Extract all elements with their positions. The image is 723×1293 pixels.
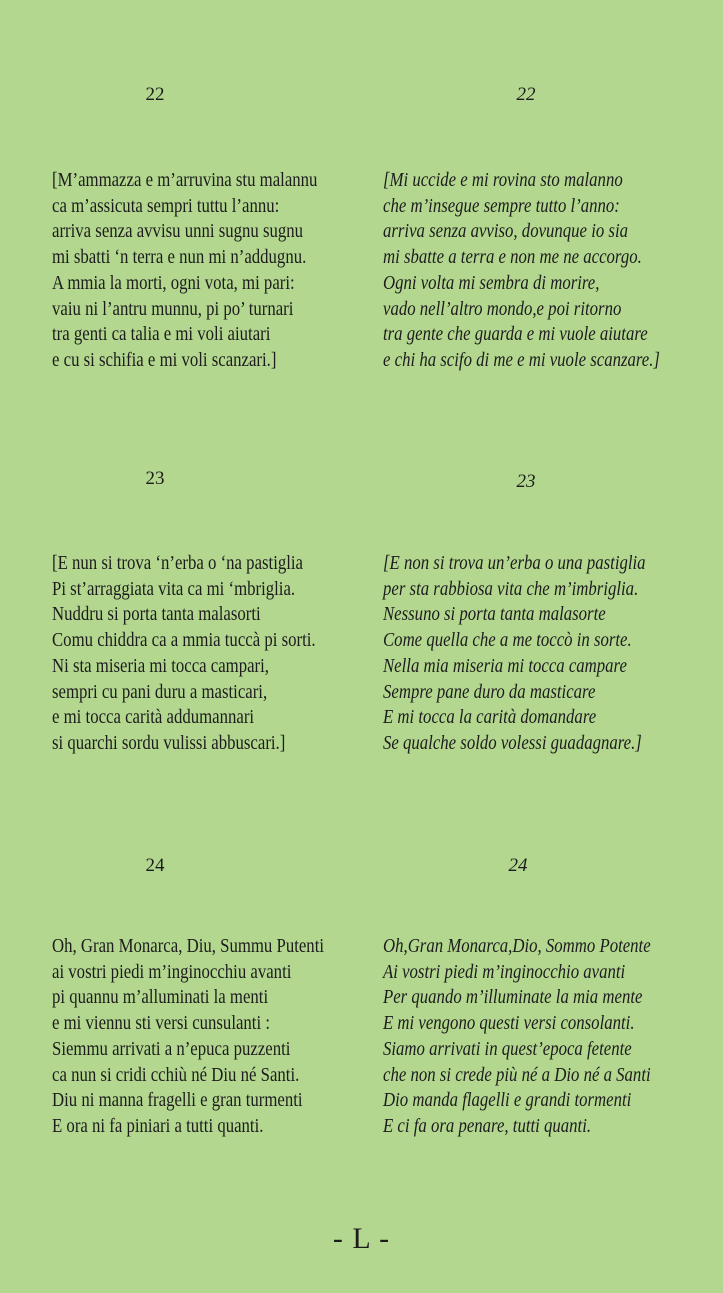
verse-line: che m’insegue sempre tutto l’anno: bbox=[383, 195, 620, 217]
verse-line: ca m’assicuta sempri tuttu l’annu: bbox=[52, 195, 280, 217]
verse-line: Per quando m’illuminate la mia mente bbox=[383, 987, 643, 1009]
verse-line: mi sbatte a terra e non me ne accorgo. bbox=[383, 247, 642, 269]
verse-line: Diu ni manna fragelli e gran turmenti bbox=[52, 1090, 303, 1112]
stanza-number-left-23: 23 bbox=[145, 468, 165, 489]
verse-line: A mmia la morti, ogni vota, mi pari: bbox=[52, 272, 295, 294]
verse-line: e cu si schifia e mi voli scanzari.] bbox=[52, 349, 277, 371]
verse-line: [E nun si trova ‘n’erba o ‘na pastiglia bbox=[52, 553, 304, 574]
verse-line: arriva senza avvisu unni sugnu sugnu bbox=[52, 221, 304, 243]
verse-line: Siamo arrivati in quest’epoca fetente bbox=[383, 1038, 632, 1060]
verse-line: Ogni volta mi sembra di morire, bbox=[383, 272, 600, 294]
verse-line: e mi tocca carità addumannari bbox=[52, 707, 255, 729]
stanza-left-24 bbox=[52, 934, 324, 1140]
stanza-number-right-24: 24 bbox=[508, 855, 528, 876]
verse-line: Comu chiddra ca a mmia tuccà pi sorti. bbox=[52, 630, 316, 652]
verse-line: e mi viennu sti versi cunsulanti : bbox=[52, 1013, 270, 1035]
verse-line: [E non si trova un’erba o una pastiglia bbox=[383, 553, 646, 574]
stanza-number-left-22: 22 bbox=[145, 84, 165, 105]
verse-line: Se qualche soldo volessi guadagnare.] bbox=[383, 732, 642, 754]
stanza-right-22 bbox=[383, 168, 660, 374]
verse-line: che non si crede più né a Dio né a Santi bbox=[383, 1064, 651, 1086]
verse-line: tra gente che guarda e mi vuole aiutare bbox=[383, 324, 648, 346]
stanza-left-22 bbox=[52, 168, 317, 374]
stanza-left-23 bbox=[52, 551, 316, 757]
verse-line: si quarchi sordu vulissi abbuscari.] bbox=[52, 732, 286, 754]
verse-line: vado nell’altro mondo,e poi ritorno bbox=[383, 298, 622, 320]
verse-line: mi sbatti ‘n terra e nun mi n’addugnu. bbox=[52, 247, 307, 269]
stanza-number-left-24: 24 bbox=[145, 855, 165, 876]
verse-line: Nella mia miseria mi tocca campare bbox=[383, 655, 627, 677]
stanza-right-24 bbox=[383, 934, 651, 1140]
page-number: - L - bbox=[332, 1222, 391, 1255]
stanza-number-right-23: 23 bbox=[516, 471, 536, 492]
verse-line: e chi ha scifo di me e mi vuole scanzare.] bbox=[383, 349, 660, 371]
verse-line: vaiu ni l’antru munnu, pi po’ turnari bbox=[52, 298, 294, 320]
verse-line: Siemmu arrivati a n’epuca puzzenti bbox=[52, 1038, 291, 1060]
verse-line: sempri cu pani duru a masticari, bbox=[52, 681, 268, 703]
verse-line: Nessuno si porta tanta malasorte bbox=[383, 604, 606, 626]
verse-line: Oh,Gran Monarca,Dio, Sommo Potente bbox=[383, 936, 651, 957]
verse-line: Oh, Gran Monarca, Diu, Summu Putenti bbox=[52, 936, 325, 957]
verse-line: E mi tocca la carità domandare bbox=[383, 707, 597, 729]
stanza-number-right-22: 22 bbox=[516, 84, 536, 105]
stanza-right-23 bbox=[383, 551, 646, 757]
verse-line: Come quella che a me toccò in sorte. bbox=[383, 630, 632, 652]
verse-line: ca nun si cridi cchiù né Diu né Santi. bbox=[52, 1064, 300, 1086]
verse-line: ai vostri piedi m’inginocchiu avanti bbox=[52, 961, 292, 983]
verse-line: E ci fa ora penare, tutti quanti. bbox=[383, 1115, 592, 1137]
verse-line: [M’ammazza e m’arruvina stu malannu bbox=[52, 170, 318, 191]
verse-line: tra genti ca talia e mi voli aiutari bbox=[52, 324, 271, 346]
verse-line: Nuddru si porta tanta malasorti bbox=[52, 604, 261, 626]
verse-line: per sta rabbiosa vita che m’imbriglia. bbox=[383, 578, 639, 600]
verse-line: Dio manda flagelli e grandi tormenti bbox=[383, 1090, 632, 1112]
verse-line: E mi vengono questi versi consolanti. bbox=[383, 1013, 635, 1035]
verse-line: Ni sta miseria mi tocca campari, bbox=[52, 655, 270, 677]
verse-line: pi quannu m’alluminati la menti bbox=[52, 987, 269, 1009]
verse-line: Sempre pane duro da masticare bbox=[383, 681, 596, 703]
verse-line: Ai vostri piedi m’inginocchio avanti bbox=[383, 961, 626, 983]
verse-line: Pi st’arraggiata vita ca mi ‘mbriglia. bbox=[52, 578, 296, 600]
verse-line: arriva senza avviso, dovunque io sia bbox=[383, 221, 629, 243]
verse-line: E ora ni fa piniari a tutti quanti. bbox=[52, 1115, 264, 1137]
verse-line: [Mi uccide e mi rovina sto malanno bbox=[383, 170, 623, 191]
